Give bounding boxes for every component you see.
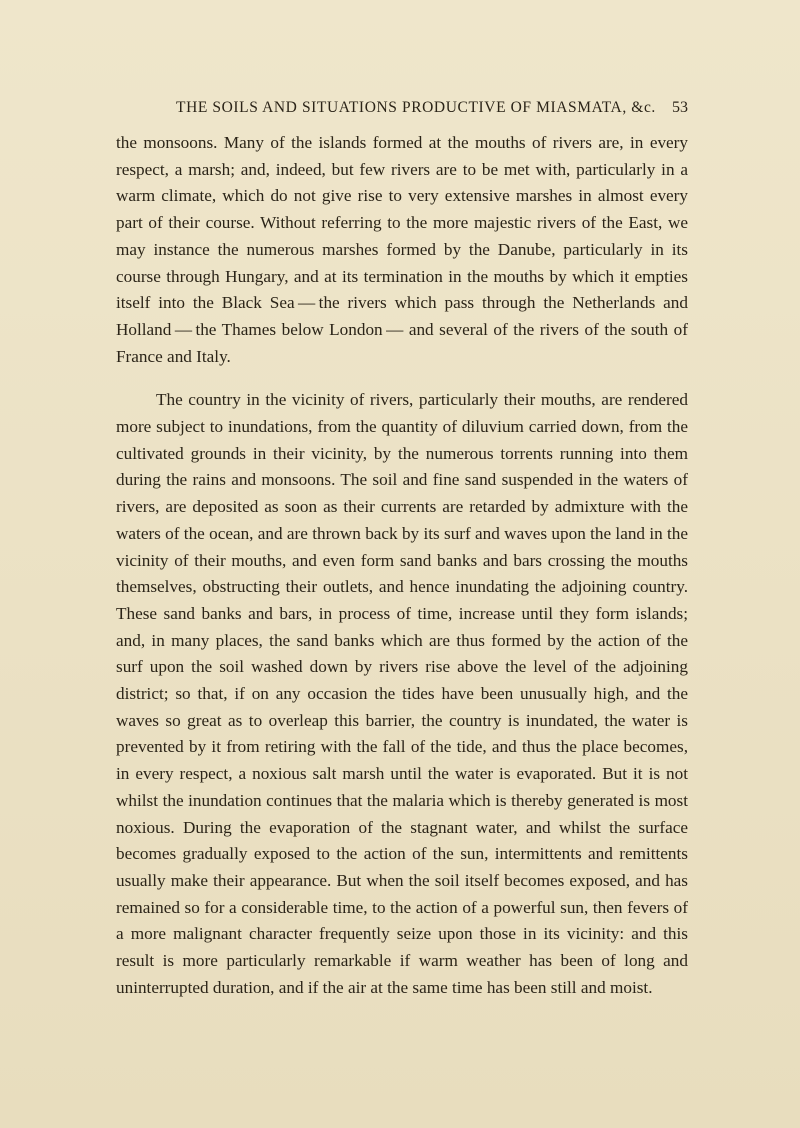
running-title: THE SOILS AND SITUATIONS PRODUCTIVE OF MIASMATA, &c. (176, 99, 656, 116)
running-head (116, 96, 688, 120)
paragraph-continuation: the monsoons. Many of the islands formed at the mouths of rivers are, in every respect, a marsh; and, indeed, but few rivers are to be met with, particularly in a warm climate, which do not give rise to very extensive marshes in almost every part of their course. Without referring to the more majestic rivers of the East, we may instance the numerous marshes formed by the Danube, particularly in its course through Hungary, and at its termination in the mouths by which it empties itself into the Black Sea — the rivers which pass through the Netherlands and Holland — the Thames below London — and several of the rivers of the south of France and Italy. (116, 133, 688, 366)
body-text (116, 130, 688, 1002)
page-number: 53 (672, 99, 688, 116)
paragraph-rivers-inundation: The country in the vicinity of rivers, particularly their mouths, are rendered more subject to inundations, from the quantity of diluvium carried down, from the cultivated grounds in their vicinity, by the numerous torrents running into them during the rains and monsoons. The soil and fine sand suspended in the waters of rivers, are deposited as soon as their currents are retarded by admixture with the waters of the ocean, and are thrown back by its surf and waves upon the land in the vicinity of their mouths, and even form sand banks and bars crossing the mouths themselves, obstructing their outlets, and hence inundating the adjoining country. These sand banks and bars, in process of time, increase until they form islands; and, in many places, the sand banks which are thus formed by the action of the surf upon the soil washed down by rivers rise above the level of the adjoining district; so that, if on any occasion the tides have been unusually high, and the waves so great as to overleap this barrier, the country is inundated, the water is prevented by it from retiring with the fall of the tide, and thus the place becomes, in every respect, a noxious salt marsh until the water is evaporated. But it is not whilst the inundation continues that the malaria which is thereby generated is most noxious. During the evaporation of the stagnant water, and whilst the surface becomes gradually exposed to the action of the sun, intermittents and remittents usually make their appearance. But when the soil itself becomes exposed, and has remained so for a considerable time, to the action of a powerful sun, then fevers of a more malignant character frequently seize upon those in its vicinity: and this result is more particularly remarkable if warm weather has been of long and uninterrupted duration, and if the air at the same time has been still and moist. (116, 390, 688, 997)
